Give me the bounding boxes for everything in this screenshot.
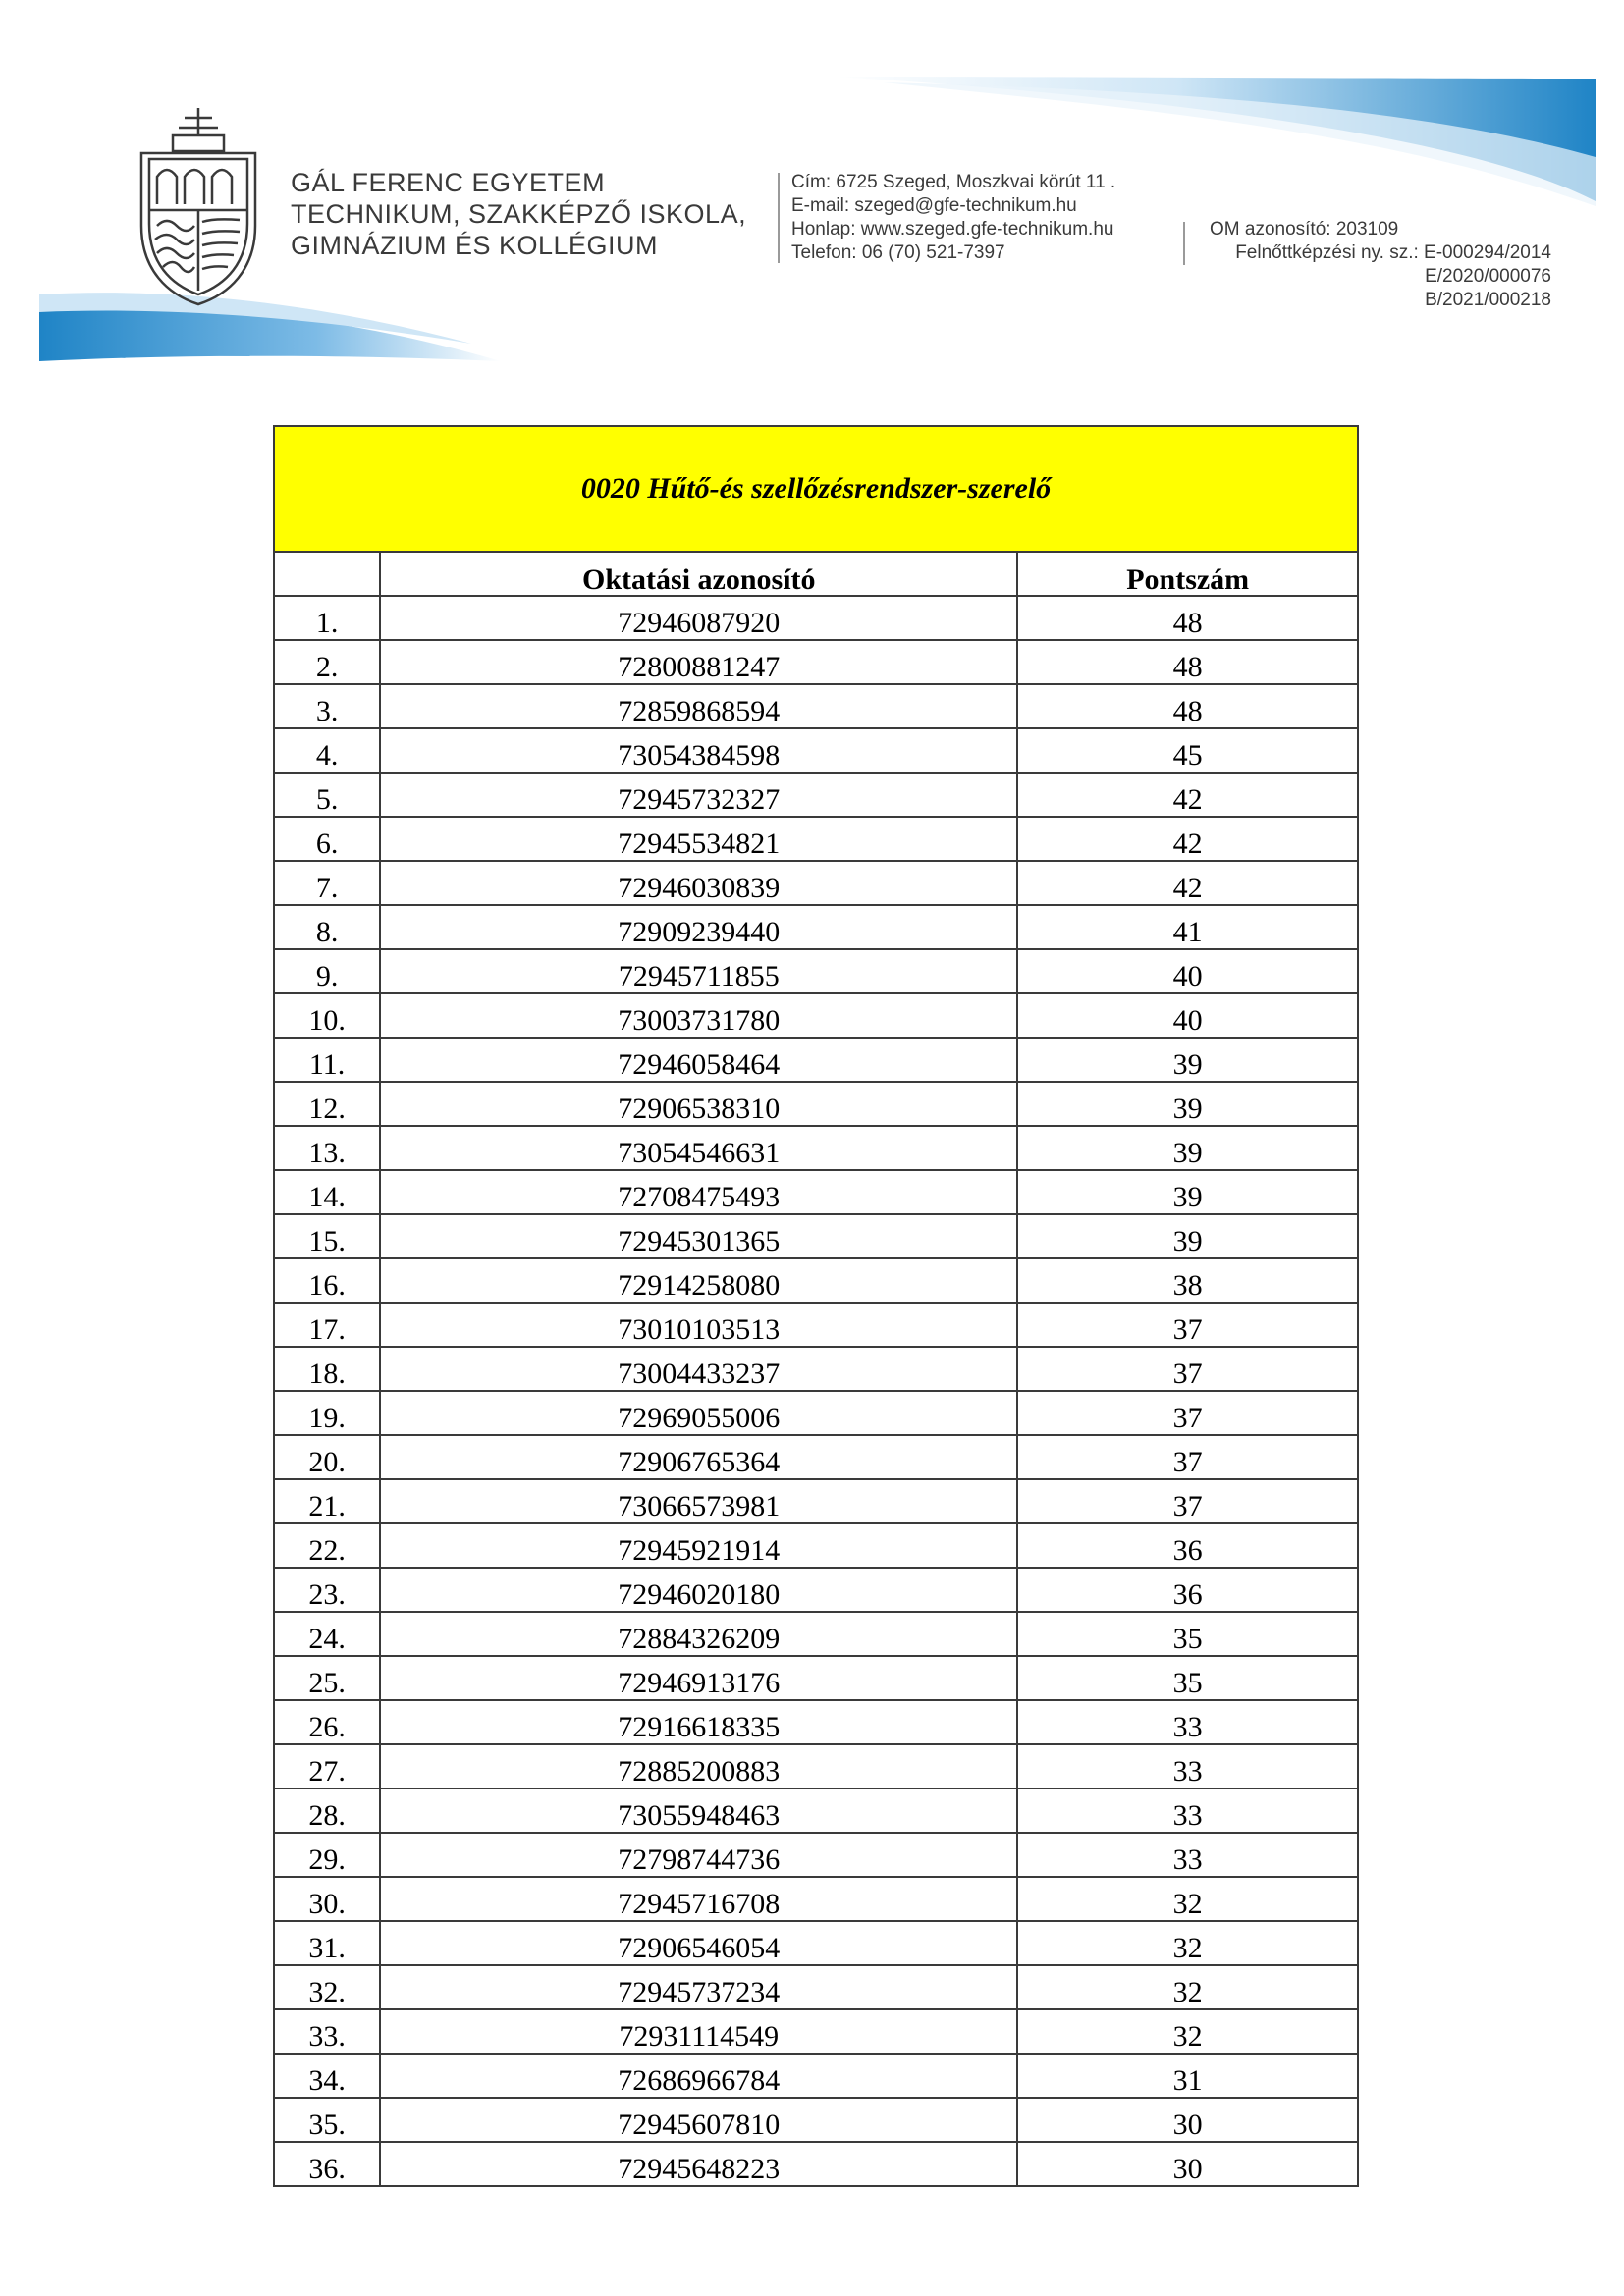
row-student-id: 72945534821 bbox=[380, 817, 1017, 861]
table-row bbox=[274, 1921, 1358, 1965]
table-row bbox=[274, 1965, 1358, 2009]
row-rank: 36. bbox=[274, 2142, 380, 2186]
row-rank: 7. bbox=[274, 861, 380, 905]
table-row bbox=[274, 861, 1358, 905]
row-rank: 13. bbox=[274, 1126, 380, 1170]
row-student-id: 72946058464 bbox=[380, 1038, 1017, 1082]
row-rank: 1. bbox=[274, 596, 380, 640]
row-score: 39 bbox=[1017, 1082, 1358, 1126]
table-row bbox=[274, 1523, 1358, 1568]
table-row bbox=[274, 1082, 1358, 1126]
header-divider-1 bbox=[778, 173, 780, 263]
row-rank: 2. bbox=[274, 640, 380, 684]
row-student-id: 72945607810 bbox=[380, 2098, 1017, 2142]
table-row bbox=[274, 1303, 1358, 1347]
table-row bbox=[274, 1612, 1358, 1656]
row-student-id: 72906538310 bbox=[380, 1082, 1017, 1126]
row-student-id: 73066573981 bbox=[380, 1479, 1017, 1523]
row-student-id: 73055948463 bbox=[380, 1789, 1017, 1833]
row-score: 37 bbox=[1017, 1391, 1358, 1435]
row-score: 35 bbox=[1017, 1612, 1358, 1656]
table-row bbox=[274, 2142, 1358, 2186]
table-row bbox=[274, 2098, 1358, 2142]
row-student-id: 73010103513 bbox=[380, 1303, 1017, 1347]
school-name-line-1: GÁL FERENC EGYETEM bbox=[291, 168, 606, 197]
row-rank: 20. bbox=[274, 1435, 380, 1479]
row-score: 32 bbox=[1017, 1921, 1358, 1965]
row-student-id: 72945737234 bbox=[380, 1965, 1017, 2009]
row-score: 37 bbox=[1017, 1347, 1358, 1391]
row-student-id: 72945732327 bbox=[380, 773, 1017, 817]
row-rank: 4. bbox=[274, 728, 380, 773]
row-student-id: 72914258080 bbox=[380, 1258, 1017, 1303]
header-divider-2 bbox=[1183, 222, 1185, 265]
row-student-id: 72945716708 bbox=[380, 1877, 1017, 1921]
row-rank: 11. bbox=[274, 1038, 380, 1082]
row-student-id: 72916618335 bbox=[380, 1700, 1017, 1744]
row-rank: 12. bbox=[274, 1082, 380, 1126]
contact-info bbox=[791, 171, 1115, 265]
row-rank: 6. bbox=[274, 817, 380, 861]
school-name-line-2: TECHNIKUM, SZAKKÉPZŐ ISKOLA, bbox=[291, 199, 747, 229]
row-score: 41 bbox=[1017, 905, 1358, 949]
row-score: 31 bbox=[1017, 2054, 1358, 2098]
om-identifier: OM azonosító: 203109 bbox=[1210, 219, 1399, 240]
table-row bbox=[274, 817, 1358, 861]
row-student-id: 72946087920 bbox=[380, 596, 1017, 640]
row-rank: 25. bbox=[274, 1656, 380, 1700]
row-rank: 27. bbox=[274, 1744, 380, 1789]
school-name bbox=[291, 167, 746, 261]
table-row bbox=[274, 2009, 1358, 2054]
row-student-id: 72884326209 bbox=[380, 1612, 1017, 1656]
row-score: 42 bbox=[1017, 817, 1358, 861]
row-score: 39 bbox=[1017, 1214, 1358, 1258]
contact-email: E-mail: szeged@gfe-technikum.hu bbox=[791, 195, 1077, 216]
row-student-id: 72946020180 bbox=[380, 1568, 1017, 1612]
table-title: 0020 Hűtő-és szellőzésrendszer-szerelő bbox=[274, 426, 1358, 552]
license-number-1: Felnőttképzési ny. sz.: E-000294/2014 bbox=[1235, 242, 1551, 263]
row-score: 39 bbox=[1017, 1170, 1358, 1214]
row-rank: 10. bbox=[274, 993, 380, 1038]
row-student-id: 73054546631 bbox=[380, 1126, 1017, 1170]
table-row bbox=[274, 1700, 1358, 1744]
row-rank: 29. bbox=[274, 1833, 380, 1877]
school-crest-logo bbox=[135, 108, 273, 309]
row-student-id: 72798744736 bbox=[380, 1833, 1017, 1877]
row-score: 38 bbox=[1017, 1258, 1358, 1303]
table-row bbox=[274, 1744, 1358, 1789]
row-rank: 34. bbox=[274, 2054, 380, 2098]
row-score: 33 bbox=[1017, 1700, 1358, 1744]
column-header-id: Oktatási azonosító bbox=[380, 552, 1017, 596]
results-table bbox=[273, 425, 1359, 2187]
row-score: 30 bbox=[1017, 2098, 1358, 2142]
table-row bbox=[274, 1347, 1358, 1391]
table-row bbox=[274, 773, 1358, 817]
row-score: 48 bbox=[1017, 640, 1358, 684]
table-row bbox=[274, 1656, 1358, 1700]
row-student-id: 73004433237 bbox=[380, 1347, 1017, 1391]
table-row bbox=[274, 1214, 1358, 1258]
row-rank: 30. bbox=[274, 1877, 380, 1921]
row-student-id: 72686966784 bbox=[380, 2054, 1017, 2098]
row-score: 36 bbox=[1017, 1523, 1358, 1568]
row-rank: 21. bbox=[274, 1479, 380, 1523]
row-rank: 33. bbox=[274, 2009, 380, 2054]
table-row bbox=[274, 1435, 1358, 1479]
row-rank: 19. bbox=[274, 1391, 380, 1435]
row-score: 48 bbox=[1017, 596, 1358, 640]
row-rank: 31. bbox=[274, 1921, 380, 1965]
row-rank: 9. bbox=[274, 949, 380, 993]
license-number-3: B/2021/000218 bbox=[1425, 290, 1551, 310]
row-rank: 16. bbox=[274, 1258, 380, 1303]
row-rank: 28. bbox=[274, 1789, 380, 1833]
table-row bbox=[274, 905, 1358, 949]
row-rank: 35. bbox=[274, 2098, 380, 2142]
table-row bbox=[274, 640, 1358, 684]
table-row bbox=[274, 596, 1358, 640]
table-row bbox=[274, 1479, 1358, 1523]
table-row bbox=[274, 1833, 1358, 1877]
table-row bbox=[274, 1877, 1358, 1921]
table-row bbox=[274, 684, 1358, 728]
row-rank: 22. bbox=[274, 1523, 380, 1568]
row-score: 35 bbox=[1017, 1656, 1358, 1700]
row-rank: 23. bbox=[274, 1568, 380, 1612]
row-score: 37 bbox=[1017, 1303, 1358, 1347]
row-rank: 32. bbox=[274, 1965, 380, 2009]
row-student-id: 72945711855 bbox=[380, 949, 1017, 993]
table-row bbox=[274, 1789, 1358, 1833]
row-student-id: 72906546054 bbox=[380, 1921, 1017, 1965]
row-rank: 18. bbox=[274, 1347, 380, 1391]
row-score: 45 bbox=[1017, 728, 1358, 773]
row-rank: 26. bbox=[274, 1700, 380, 1744]
row-rank: 8. bbox=[274, 905, 380, 949]
row-score: 37 bbox=[1017, 1479, 1358, 1523]
row-score: 40 bbox=[1017, 993, 1358, 1038]
row-rank: 14. bbox=[274, 1170, 380, 1214]
row-student-id: 72909239440 bbox=[380, 905, 1017, 949]
row-rank: 3. bbox=[274, 684, 380, 728]
row-student-id: 72946913176 bbox=[380, 1656, 1017, 1700]
table-header-row bbox=[274, 552, 1358, 596]
row-score: 39 bbox=[1017, 1126, 1358, 1170]
row-score: 48 bbox=[1017, 684, 1358, 728]
school-name-line-3: GIMNÁZIUM ÉS KOLLÉGIUM bbox=[291, 231, 659, 260]
row-rank: 24. bbox=[274, 1612, 380, 1656]
row-student-id: 73054384598 bbox=[380, 728, 1017, 773]
table-row bbox=[274, 1038, 1358, 1082]
row-student-id: 73003731780 bbox=[380, 993, 1017, 1038]
row-student-id: 72931114549 bbox=[380, 2009, 1017, 2054]
table-row bbox=[274, 1568, 1358, 1612]
row-score: 39 bbox=[1017, 1038, 1358, 1082]
table-row bbox=[274, 728, 1358, 773]
row-score: 32 bbox=[1017, 1965, 1358, 2009]
contact-address: Cím: 6725 Szeged, Moszkvai körút 11 . bbox=[791, 172, 1116, 192]
row-score: 40 bbox=[1017, 949, 1358, 993]
contact-website: Honlap: www.szeged.gfe-technikum.hu bbox=[791, 219, 1114, 240]
row-student-id: 72708475493 bbox=[380, 1170, 1017, 1214]
row-score: 42 bbox=[1017, 861, 1358, 905]
contact-phone: Telefon: 06 (70) 521-7397 bbox=[791, 242, 1005, 263]
row-score: 33 bbox=[1017, 1789, 1358, 1833]
row-score: 36 bbox=[1017, 1568, 1358, 1612]
row-student-id: 72969055006 bbox=[380, 1391, 1017, 1435]
row-score: 32 bbox=[1017, 2009, 1358, 2054]
row-student-id: 72885200883 bbox=[380, 1744, 1017, 1789]
table-row bbox=[274, 1126, 1358, 1170]
row-score: 33 bbox=[1017, 1744, 1358, 1789]
row-student-id: 72946030839 bbox=[380, 861, 1017, 905]
row-score: 42 bbox=[1017, 773, 1358, 817]
table-row bbox=[274, 1258, 1358, 1303]
table-row bbox=[274, 949, 1358, 993]
column-header-score: Pontszám bbox=[1017, 552, 1358, 596]
row-student-id: 72945921914 bbox=[380, 1523, 1017, 1568]
row-student-id: 72945648223 bbox=[380, 2142, 1017, 2186]
row-rank: 5. bbox=[274, 773, 380, 817]
row-rank: 17. bbox=[274, 1303, 380, 1347]
row-score: 37 bbox=[1017, 1435, 1358, 1479]
row-student-id: 72859868594 bbox=[380, 684, 1017, 728]
row-student-id: 72800881247 bbox=[380, 640, 1017, 684]
table-row bbox=[274, 993, 1358, 1038]
row-student-id: 72945301365 bbox=[380, 1214, 1017, 1258]
license-number-2: E/2020/000076 bbox=[1425, 266, 1551, 287]
table-row bbox=[274, 2054, 1358, 2098]
registration-info bbox=[1210, 218, 1551, 312]
row-score: 30 bbox=[1017, 2142, 1358, 2186]
table-row bbox=[274, 1391, 1358, 1435]
table-row bbox=[274, 1170, 1358, 1214]
table-body bbox=[274, 596, 1358, 2186]
row-rank: 15. bbox=[274, 1214, 380, 1258]
column-header-rank bbox=[274, 552, 380, 596]
row-score: 33 bbox=[1017, 1833, 1358, 1877]
row-score: 32 bbox=[1017, 1877, 1358, 1921]
row-student-id: 72906765364 bbox=[380, 1435, 1017, 1479]
